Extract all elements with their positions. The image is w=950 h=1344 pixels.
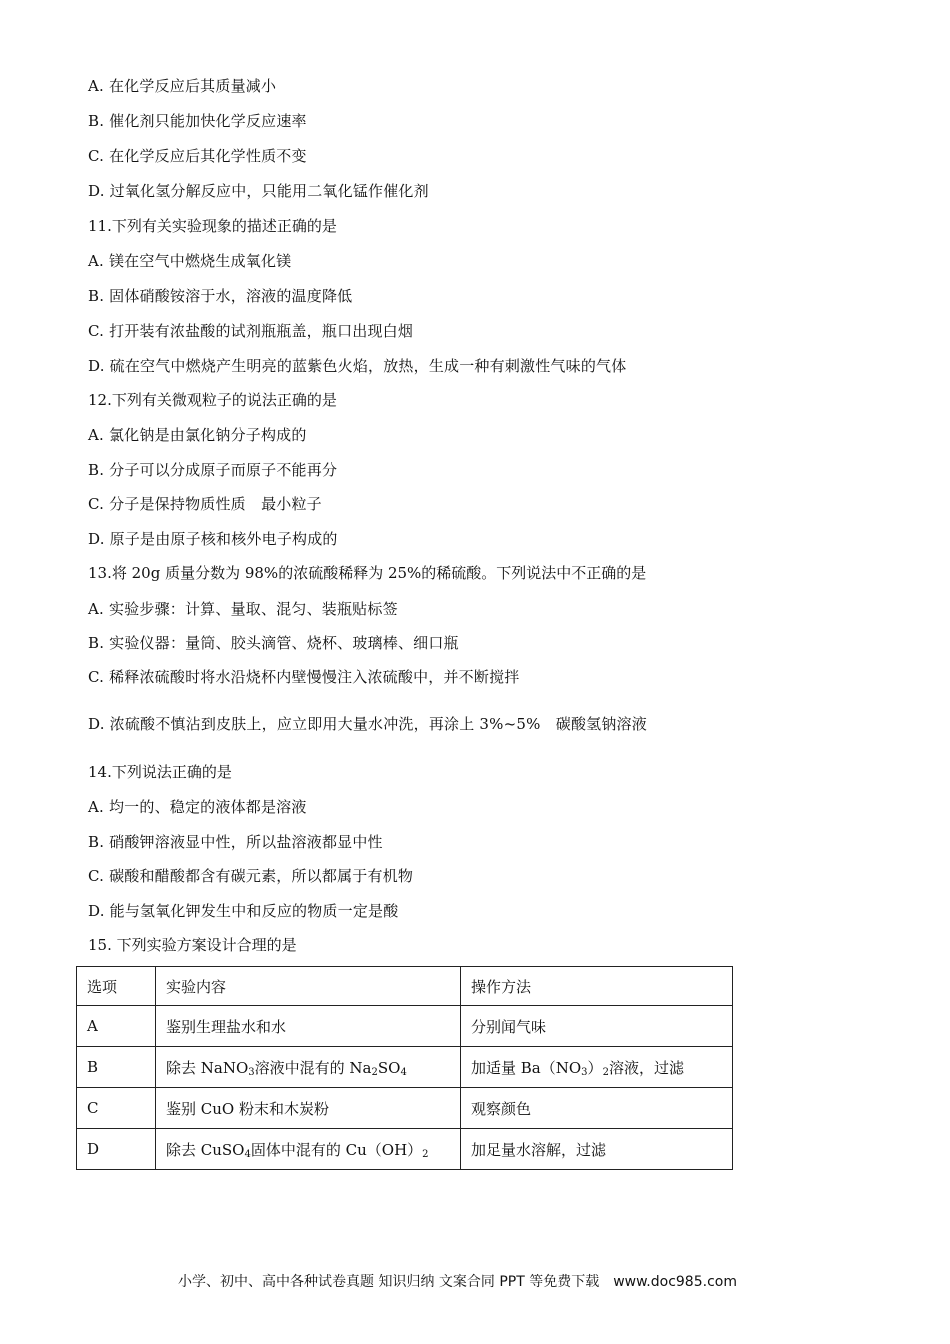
- q15-stem: 15. 下列实验方案设计合理的是: [88, 936, 297, 954]
- row-method: 加足量水溶解，过滤: [461, 1129, 733, 1170]
- row-method: 加适量 $Ba(NO_3)_2$溶液，过滤: [461, 1047, 733, 1088]
- row-content: 除去 CuSO$_4$固体中混有的 $Cu(OH)_2$: [156, 1129, 461, 1170]
- q13-option-b: B. 实验仪器：量筒、胶头滴管、烧杯、玻璃棒、细口瓶: [88, 634, 459, 652]
- table-row: [77, 1129, 733, 1170]
- q13-stem: 13.将 20g 质量分数为 98%的浓硫酸稀释为 25%的稀硫酸。下列说法中不正确的是: [88, 564, 647, 582]
- experiment-table: [76, 966, 733, 1170]
- q11-option-a: A. 镁在空气中燃烧生成氧化镁: [88, 252, 292, 270]
- q11-option-d: D. 硫在空气中燃烧产生明亮的蓝紫色火焰，放热，生成一种有刺激性气味的气体: [88, 357, 627, 375]
- table-header-row: [77, 967, 733, 1006]
- q14-option-a: A. 均一的、稳定的液体都是溶液: [88, 798, 307, 816]
- q12-option-c: C. 分子是保持物质性质 最小粒子: [88, 495, 322, 513]
- q11-option-c: C. 打开装有浓盐酸的试剂瓶瓶盖，瓶口出现白烟: [88, 322, 414, 340]
- table-row: [77, 1047, 733, 1088]
- q10-option-b: B. 催化剂只能加快化学反应速率: [88, 112, 307, 130]
- row-method: 观察颜色: [461, 1088, 733, 1129]
- q13-option-a: A. 实验步骤：计算、量取、混匀、装瓶贴标签: [88, 600, 398, 618]
- row-content: 鉴别 CuO 粉末和木炭粉: [156, 1088, 461, 1129]
- q12-stem: 12.下列有关微观粒子的说法正确的是: [88, 391, 337, 409]
- table-row: [77, 1006, 733, 1047]
- q10-option-a: A. 在化学反应后其质量减小: [88, 77, 277, 95]
- header-content: 实验内容: [156, 967, 461, 1006]
- q14-option-d: D. 能与氢氧化钾发生中和反应的物质一定是酸: [88, 902, 399, 920]
- q12-option-b: B. 分子可以分成原子而原子不能再分: [88, 461, 338, 479]
- q12-option-a: A. 氯化钠是由氯化钠分子构成的: [88, 426, 307, 444]
- row-method: 分别闻气味: [461, 1006, 733, 1047]
- q14-option-b: B. 硝酸钾溶液显中性，所以盐溶液都显中性: [88, 833, 383, 851]
- header-option: 选项: [77, 967, 156, 1006]
- row-option: A: [77, 1006, 156, 1047]
- q13-option-d: D. 浓硫酸不慎沾到皮肤上，应立即用大量水冲洗，再涂上 3%~5% 碳酸氢钠溶液: [88, 715, 647, 733]
- q11-option-b: B. 固体硝酸铵溶于水，溶液的温度降低: [88, 287, 353, 305]
- footer-banner: 小学、初中、高中各种试卷真题 知识归纳 文案合同 PPT 等免费下载 www.doc985.com: [178, 1274, 737, 1290]
- q13-option-c: C. 稀释浓硫酸时将水沿烧杯内壁慢慢注入浓硫酸中，并不断搅拌: [88, 668, 520, 686]
- table-row: [77, 1088, 733, 1129]
- q10-option-c: C. 在化学反应后其化学性质不变: [88, 147, 307, 165]
- header-method: 操作方法: [461, 967, 733, 1006]
- row-option: B: [77, 1047, 156, 1088]
- row-content: 除去 NaNO$_3$溶液中混有的 $Na_2SO_4$: [156, 1047, 461, 1088]
- q14-option-c: C. 碳酸和醋酸都含有碳元素，所以都属于有机物: [88, 867, 414, 885]
- q14-stem: 14.下列说法正确的是: [88, 763, 232, 781]
- q12-option-d: D. 原子是由原子核和核外电子构成的: [88, 530, 338, 548]
- q11-stem: 11.下列有关实验现象的描述正确的是: [88, 217, 337, 235]
- row-option: D: [77, 1129, 156, 1170]
- row-content: 鉴别生理盐水和水: [156, 1006, 461, 1047]
- q10-option-d: D. 过氧化氢分解反应中，只能用二氧化锰作催化剂: [88, 182, 429, 200]
- row-option: C: [77, 1088, 156, 1129]
